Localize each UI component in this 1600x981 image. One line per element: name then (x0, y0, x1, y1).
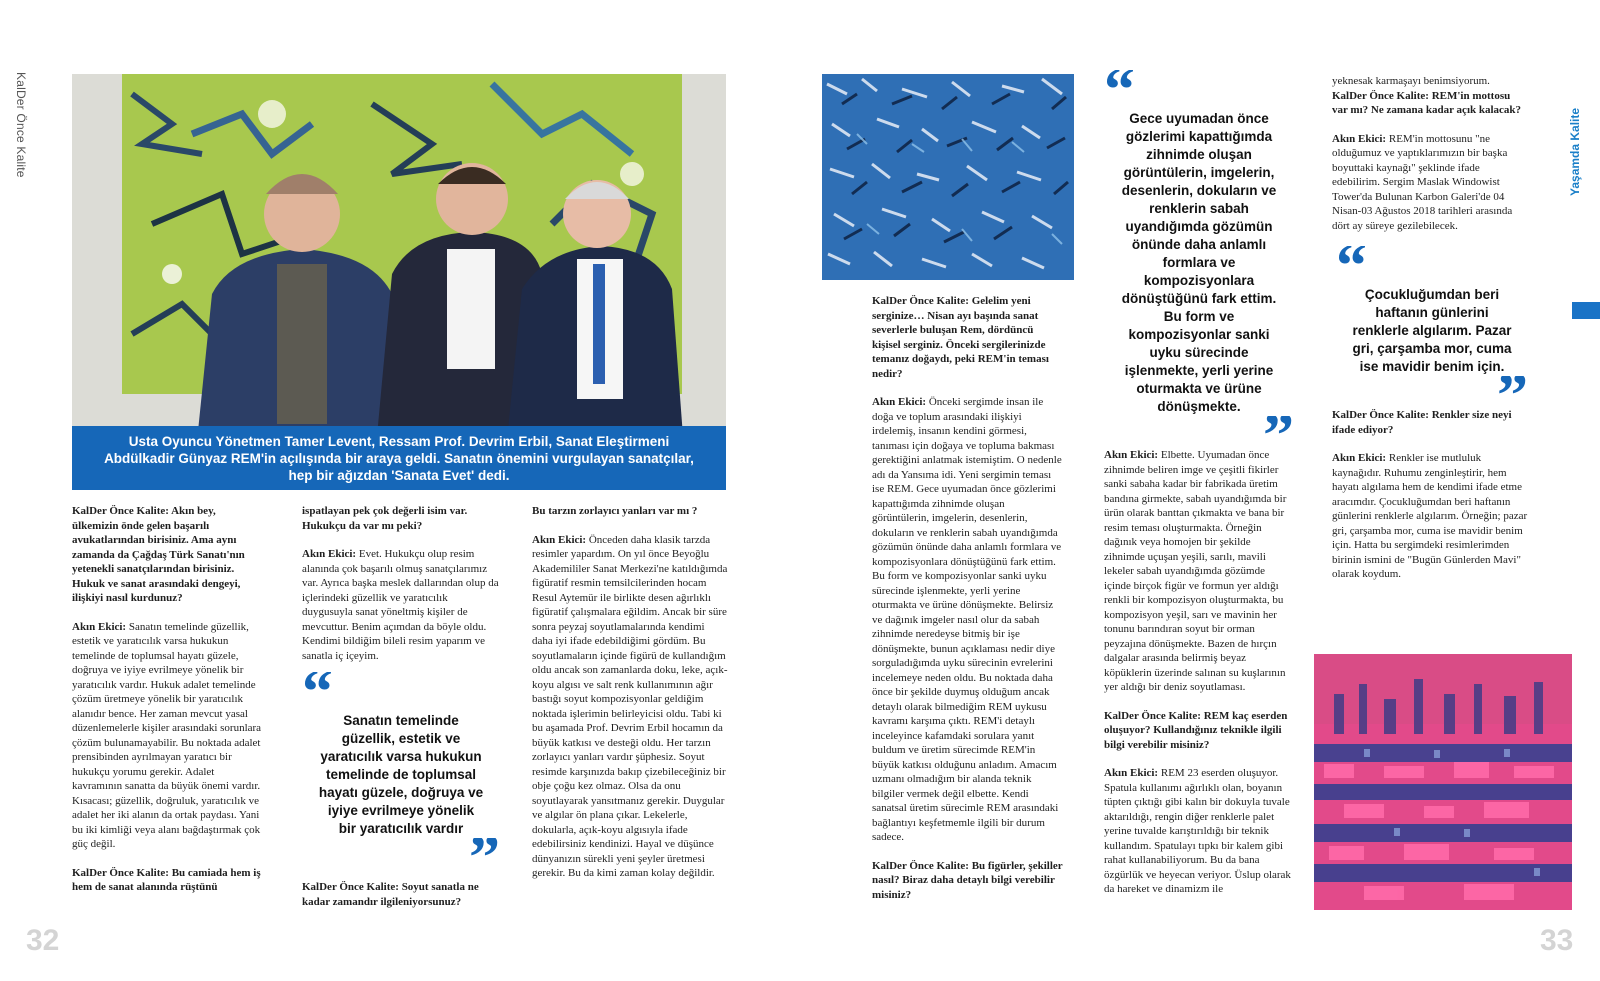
close-quote-icon: ” (469, 838, 500, 878)
pull-quote-2 (1104, 70, 1294, 456)
question-continued: ispatlayan pek çok değerli isim var. Hukukçu da var mı peki? (302, 505, 468, 532)
open-quote-icon: “ (1336, 246, 1367, 286)
section-tab-marker (1572, 302, 1600, 319)
open-quote-icon: “ (1104, 70, 1135, 110)
running-head-left: KalDer Önce Kalite (14, 72, 28, 178)
article-column-3 (532, 504, 728, 895)
section-label-right: Yaşamda Kalite (1568, 107, 1582, 196)
painting-illustration (1314, 654, 1572, 910)
pull-quote-text: Gece uyumadan önce gözlerimi kapattığımda zihnimde oluşan görüntülerin, imgelerin, desenlerin, dokuların ve renklerin sabah uyandığımda gözümün önünde daha anlamlı formlara ve kompozisyonlara dönüştüğünü fark ettim. Bu form ve kompozisyonlar sanki uyku sürecinde işlenmekte, yerli yerine oturmakta ve ürüne dönüşmekte. (1121, 111, 1277, 414)
question: KalDer Önce Kalite: Gelelim yeni serginize… Nisan ayı başında sanat severlerle buluşan Rem, dördüncü kişisel serginiz. Önceki sergilerinizde temanız doğaydı, peki REM'in teması nedir? (872, 295, 1049, 380)
answer: Akın Ekici: Sanatın temelinde güzellik, estetik ve yaratıcılık varsa hukukun temelinde de toplumsal hayatı güzele, doğruya ve iyiye evrilmeye yönelik bir yaratıcılık vardır. Hukuk adalet temelinde çözüm üretmeye yönelik bir yaratıcılık alanıdır bence. Her zaman mevcut yasal düzenlemelerle kişiler arasındaki sorunlara çözüm bulunamayabilir. Bu noktada adalet prensibinden ayrılmayan yaratıcı bir hukukçu yorumu gerekir. Adalet kavramının sanatta da büyük önemi vardır. Kısacası; güzellik, doğruluk, yaratıcılık ve adalet her iki alanın da ortak paydası. Yani bu iki kimliği veya alanı bağdaştırmak çok güç değil. (72, 620, 262, 850)
pull-quote-1 (302, 672, 500, 878)
question: KalDer Önce Kalite: Soyut sanatla ne kadar zamandır ilgileniyorsunuz? (302, 881, 479, 908)
article-column-6 (1332, 74, 1528, 247)
answer: Akın Ekici: Önceden daha klasik tarzda resimler yapardım. On yıl önce Beyoğlu Akademililer Sanat Merkezi'ne katıldığımda figüratif resmin temsilcilerinden hocam Resul Aytemür ile birlikte desen ağırlıklı figüratif çalışmalara eğildim. Ancak bir süre sonra peyzaj soyutlamalarında kendimi daha iyi ifade edebildiğimi gördüm. Bu soyutlamaların içinde figürü de kullandığım oldu ancak son zamanlarda doku, leke, açık-koyu algısı ve salt renk kullanımının ağır bastığı soyut kompozisyonlar geldiğim noktada işlerimin belirleyicisi oldu. Tabi ki bu aşamada Prof. Devrim Erbil hocamın da büyük katkısı ve desteği oldu. Her tarzın zorlayıcı yanları vardır şüphesiz. Soyut resimde karşınızda bakıp çizebileceğiniz bir obje çoğu kez olmaz. Olsa da onu soyutlayarak yansıtmanız gerekir. Duygular ve algılar ön plana çıkar. Lekelerle, dokularla, açık-koyu algısıyla ifade edebilirsiniz kendinizi. Hayal ve düşünce dünyanızın sürekli yeni şeyler üretmesi gerekir. Bu da kimi zaman kolay değildir. (532, 533, 728, 879)
page-number-left: 32 (26, 924, 60, 957)
article-column-6-bottom (1332, 408, 1528, 596)
answer: Akın Ekici: Elbette. Uyumadan önce zihnimde beliren imge ve çeşitli fikirler sanki sabaha kadar bir fabrikada üretim bandına girmekte, sabah uyandığımda bir ürün olarak banttan çıkmakta ve bana bir resim teması oluşturmakta. Örneğin dağınık veya homojen bir şekilde zihnimde uçuşan yeşili, sarılı, mavili lekeler sabah uyandığımda gözümde içinde birçok figür ve formun yer aldığı renkli bir kompozisyon oluşturmakta, bu kompozisyon yeşil, sarı ve mavinin her tonunu barındıran soyut bir orman peyzajına dönüşmekte. Bazen de hırçın dalgalar arasında belirmiş beyaz köpüklerin üzerinde salınan su kuşlarının yer aldığı bir deniz soyutlaması. (1104, 449, 1287, 693)
question: KalDer Önce Kalite: REM kaç eserden oluşuyor? Kullandığınız teknikle ilgili bilgi verebilir misiniz? (1104, 709, 1288, 751)
article-column-2-bottom (302, 880, 500, 923)
question: KalDer Önce Kalite: REM'in mottosu var mı? Ne zamana kadar açık kalacak? (1332, 89, 1522, 116)
answer-continued: yeknesak karmaşayı benimsiyorum. (1332, 75, 1490, 87)
answer: Akın Ekici: Önceki sergimde insan ile doğa ve toplum arasındaki ilişkiyi irdelemiş, insanın kendini görmesi, tanıması için doğaya ve topluma bakması gerektiğini anlatmak istemiştim. O nedenle adı da Yansıma idi. Yeni sergimin teması ise REM. Gece uyumadan önce gözlerimi kapattığımda zihnimde oluşan görüntülerin, imgelerin, desenlerin, dokuların ve renklerin sabah uyandığımda gözümün önünde daha anlamlı formlara ve kompozisyonlara dönüştüğünü fark ettim. Bu form ve kompozisyonlar sanki uyku sürecinde işlenmekte, yerli yerine oturmakta ve ürüne dönüşmekte. Belirsiz ve dağınık imgeler nasıl olur da sabah zihnimde neredeyse bitmiş bir işe dönüşmekte, bunun açıklaması nedir diye sorguladığımda uyku sürecinin evrelerini incelemeye neden oldu. Bu noktada daha önce bir şekilde duymuş olduğum ancak detaylı olarak bilmediğim REM uykusu kavramı karşıma çıktı. REM'i detaylı inceleyince kafamdaki sorulara yanıt buldum ve üretim sürecimde REM'in büyük katkısı olduğunu anladım. Amacım uzmanı olmadığım bir alanda teknik bilgiler vermek değil elbette. Kendi sanatsal üretim sürecimle REM arasındaki bağlantıyı keşfetmemle ilgili bir durum sadece. (872, 396, 1062, 843)
article-column-5 (1104, 448, 1294, 911)
article-column-4 (872, 294, 1064, 916)
page-number-right: 33 (1540, 924, 1574, 957)
answer: Akın Ekici: REM'in mottosunu "ne olduğumuz ve yaptıklarımızın bir başka boyuttaki kaynağı" şeklinde ifade edebilirim. Sergim Maslak Windowist Tower'da Bulunan Karbon Galeri'de 04 Nisan-03 Ağustos 2018 tarihleri arasında dört ay süreye gezilebilecek. (1332, 132, 1513, 232)
question: KalDer Önce Kalite: Renkler size neyi ifade ediyor? (1332, 409, 1512, 436)
close-quote-icon: ” (1497, 376, 1528, 416)
question: KalDer Önce Kalite: Bu camiada hem iş hem de sanat alanında rüştünü (72, 866, 261, 893)
answer: Akın Ekici: Renkler ise mutluluk kaynağıdır. Ruhumu zenginleştirir, hem hayatı algılama hem de kendimi ifade etme aracımdır. Çocukluğumdan beri haftanın günlerini renklerle algılarım. Örneğin; pazar gri, çarşamba mor, cuma ise mavidir benim için. Hatta bu sergimdeki resimlerimden birinin ismini de "Bugün Günlerden Mavi" olarak koydum. (1332, 452, 1528, 580)
pull-quote-3 (1336, 246, 1528, 416)
pull-quote-text: Sanatın temelinde güzellik, estetik ve yaratıcılık varsa hukukun temelinde de toplumsal hayatı güzele, doğruya ve iyiye evrilmeye yönelik bir yaratıcılık vardır (318, 713, 484, 836)
answer: Akın Ekici: Evet. Hukukçu olup resim alanında çok başarılı olmuş sanatçılarımız var. Ayrıca başka meslek dallarından olup da içlerindeki güzellik ve yaratıcılık duygusuyla sanat yöneltmiş kişiler de mevcuttur. Benim açımdan da böyle oldu. Kendimi bildiğim bileli resim yaparım ve sanatla iç içeyim. (302, 548, 499, 662)
article-column-2 (302, 504, 500, 677)
question: KalDer Önce Kalite: Bu figürler, şekiller nasıl? Biraz daha detaylı bilgi verebilir misiniz? (872, 859, 1063, 901)
photo-caption: Usta Oyuncu Yönetmen Tamer Levent, Ressam Prof. Devrim Erbil, Sanat Eleştirmeni Abdülkadir Günyaz REM'in açılışında bir araya geldi. Sanatın önemini vurgulayan sanatçılar, hep bir ağızdan 'Sanata Evet' dedi. (72, 426, 726, 490)
question: KalDer Önce Kalite: Akın bey, ülkemizin önde gelen başarılı avukatlarından birisiniz. Ama aynı zamanda da Çağdaş Türk Sanatı'nın yetenekli sanatçılarından birisiniz. Hukuk ve sanat arasındaki dengeyi, ilişkiyi nasıl kurdunuz? (72, 505, 245, 604)
painting-illustration (822, 74, 1074, 280)
painting-pink-city (1314, 654, 1572, 910)
pull-quote-text: Çocukluğumdan beri haftanın günlerini renklerle algılarım. Pazar gri, çarşamba mor, cuma ise mavidir benim için. (1352, 287, 1512, 374)
painting-blue-abstract (822, 74, 1074, 280)
close-quote-icon: ” (1263, 416, 1294, 456)
answer: Akın Ekici: REM 23 eserden oluşuyor. Spatula kullanımı ağırlıklı olan, boyanın tüpten çıktığı gibi kalın bir dokuyla tuvale aktarıldığı, rengin diğer renklerle palet yerine tuvalde karıştırıldığı bir teknik kullandım. Spatulayı tıpkı bir kalem gibi rahat kullanabiliyorum. Bu da bana özgürlük ve heyecan veriyor. Üslup olarak da hareket ve dinamizm ile (1104, 767, 1291, 895)
open-quote-icon: “ (302, 672, 333, 712)
question: Bu tarzın zorlayıcı yanları var mı ? (532, 505, 698, 517)
article-column-1 (72, 504, 262, 909)
